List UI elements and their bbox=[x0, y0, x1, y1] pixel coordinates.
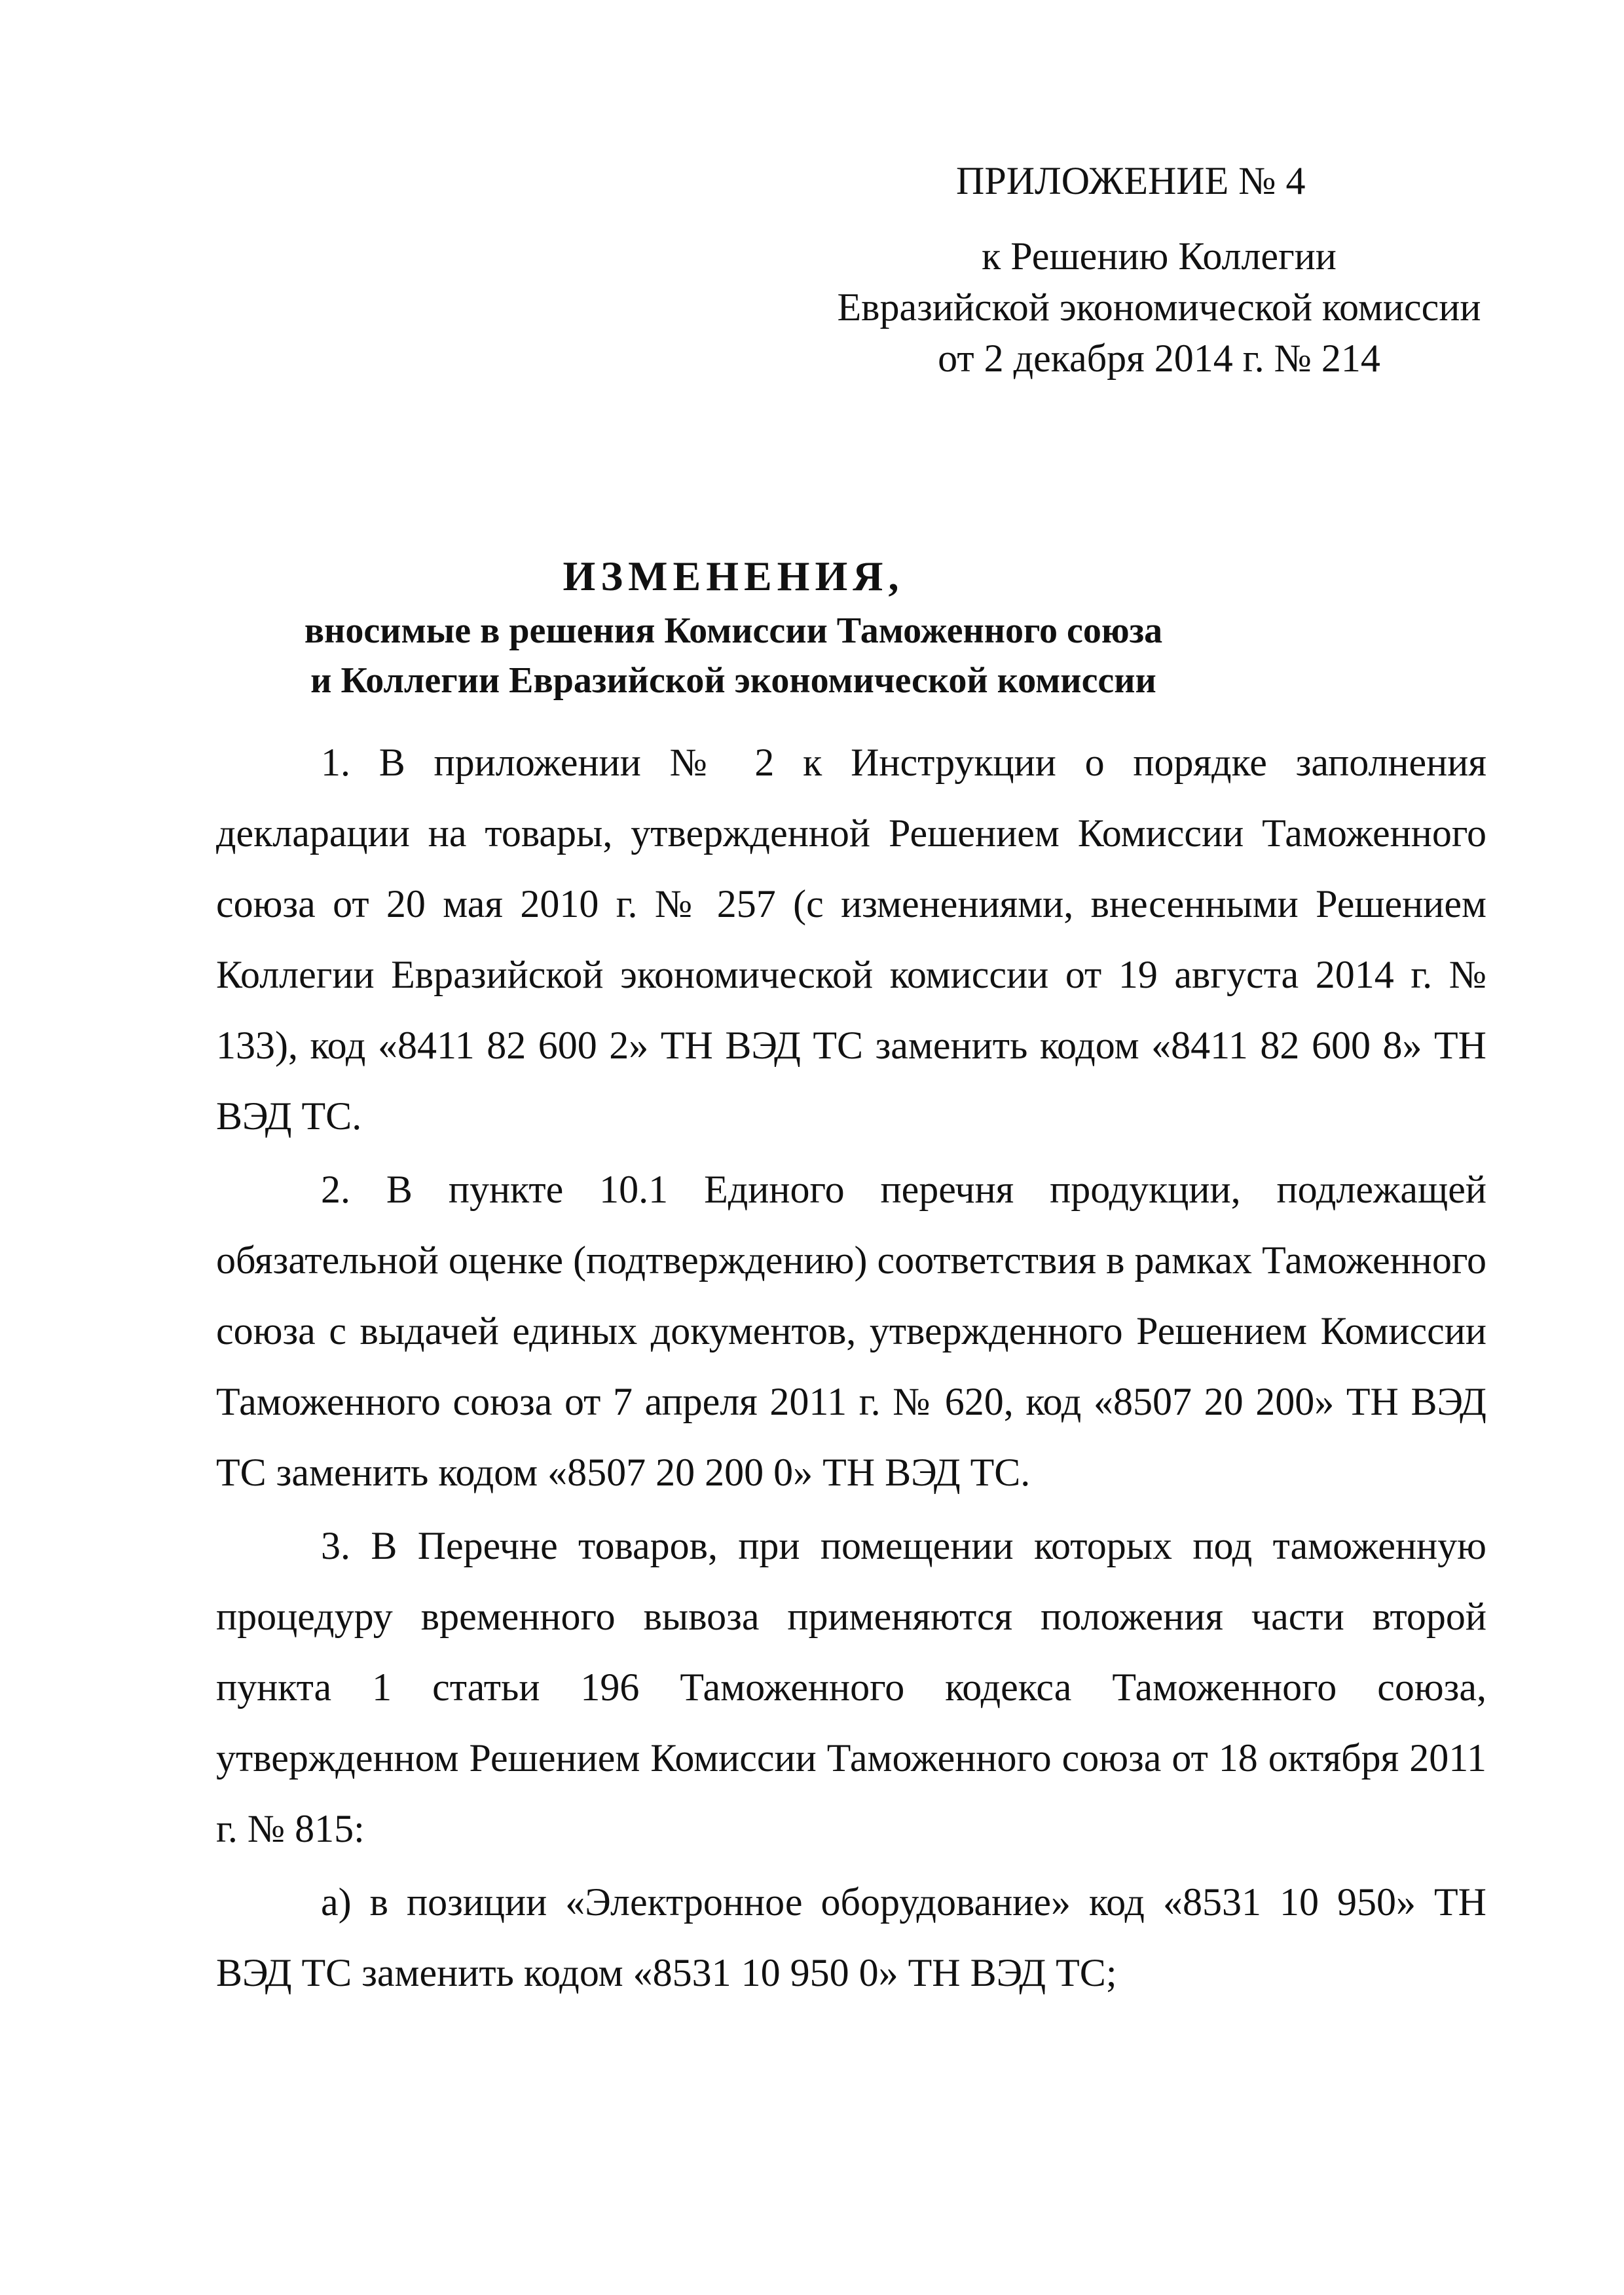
heading-subtitle-2: и Коллегии Евразийской экономической комиссии bbox=[310, 660, 1156, 701]
appendix-line-3: от 2 декабря 2014 г. № 214 bbox=[938, 337, 1380, 380]
appendix-title: ПРИЛОЖЕНИЕ № 4 bbox=[956, 159, 1306, 202]
appendix-line-1: к Решению Коллегии bbox=[982, 234, 1337, 278]
appendix-line-2: Евразийской экономической комиссии bbox=[837, 286, 1481, 329]
paragraph-2: 2. В пункте 10.1 Единого перечня продукции, подлежащей обязательной оценке (подтверждению) соответствия в рамках Таможенного союза с выдачей единых документов, утвержденного Решением Комиссии Таможенного союза от 7 апреля 2011 г. № 620, код «8507 20 200» ТН ВЭД ТС заменить кодом «8507 20 200 0» ТН ВЭД ТС. bbox=[216, 1168, 1486, 1494]
appendix-reference bbox=[832, 231, 1486, 384]
document-heading bbox=[196, 547, 1270, 705]
heading-subtitle-1: вносимые в решения Комиссии Таможенного союза bbox=[304, 610, 1163, 651]
paragraph-3a: а) в позиции «Электронное оборудование» код «8531 10 950» ТН ВЭД ТС заменить кодом «8531 10 950 0» ТН ВЭД ТС; bbox=[216, 1880, 1486, 1994]
heading-title: ИЗМЕНЕНИЯ, bbox=[563, 553, 904, 599]
paragraph-3: 3. В Перечне товаров, при помещении которых под таможенную процедуру временного вывоза применяются положения части второй пункта 1 статьи 196 Таможенного кодекса Таможенного союза, утвержденном Решением Комиссии Таможенного союза от 18 октября 2011 г. № 815: bbox=[216, 1524, 1486, 1850]
paragraph-1: 1. В приложении № 2 к Инструкции о порядке заполнения декларации на товары, утвержденной Решением Комиссии Таможенного союза от 20 мая 2010 г. № 257 (с изменениями, внесенными Решением Коллегии Евразийской экономической комиссии от 19 августа 2014 г. № 133), код «8411 82 600 2» ТН ВЭД ТС заменить кодом «8411 82 600 8» ТН ВЭД ТС. bbox=[216, 741, 1486, 1138]
document-body bbox=[216, 727, 1486, 2008]
